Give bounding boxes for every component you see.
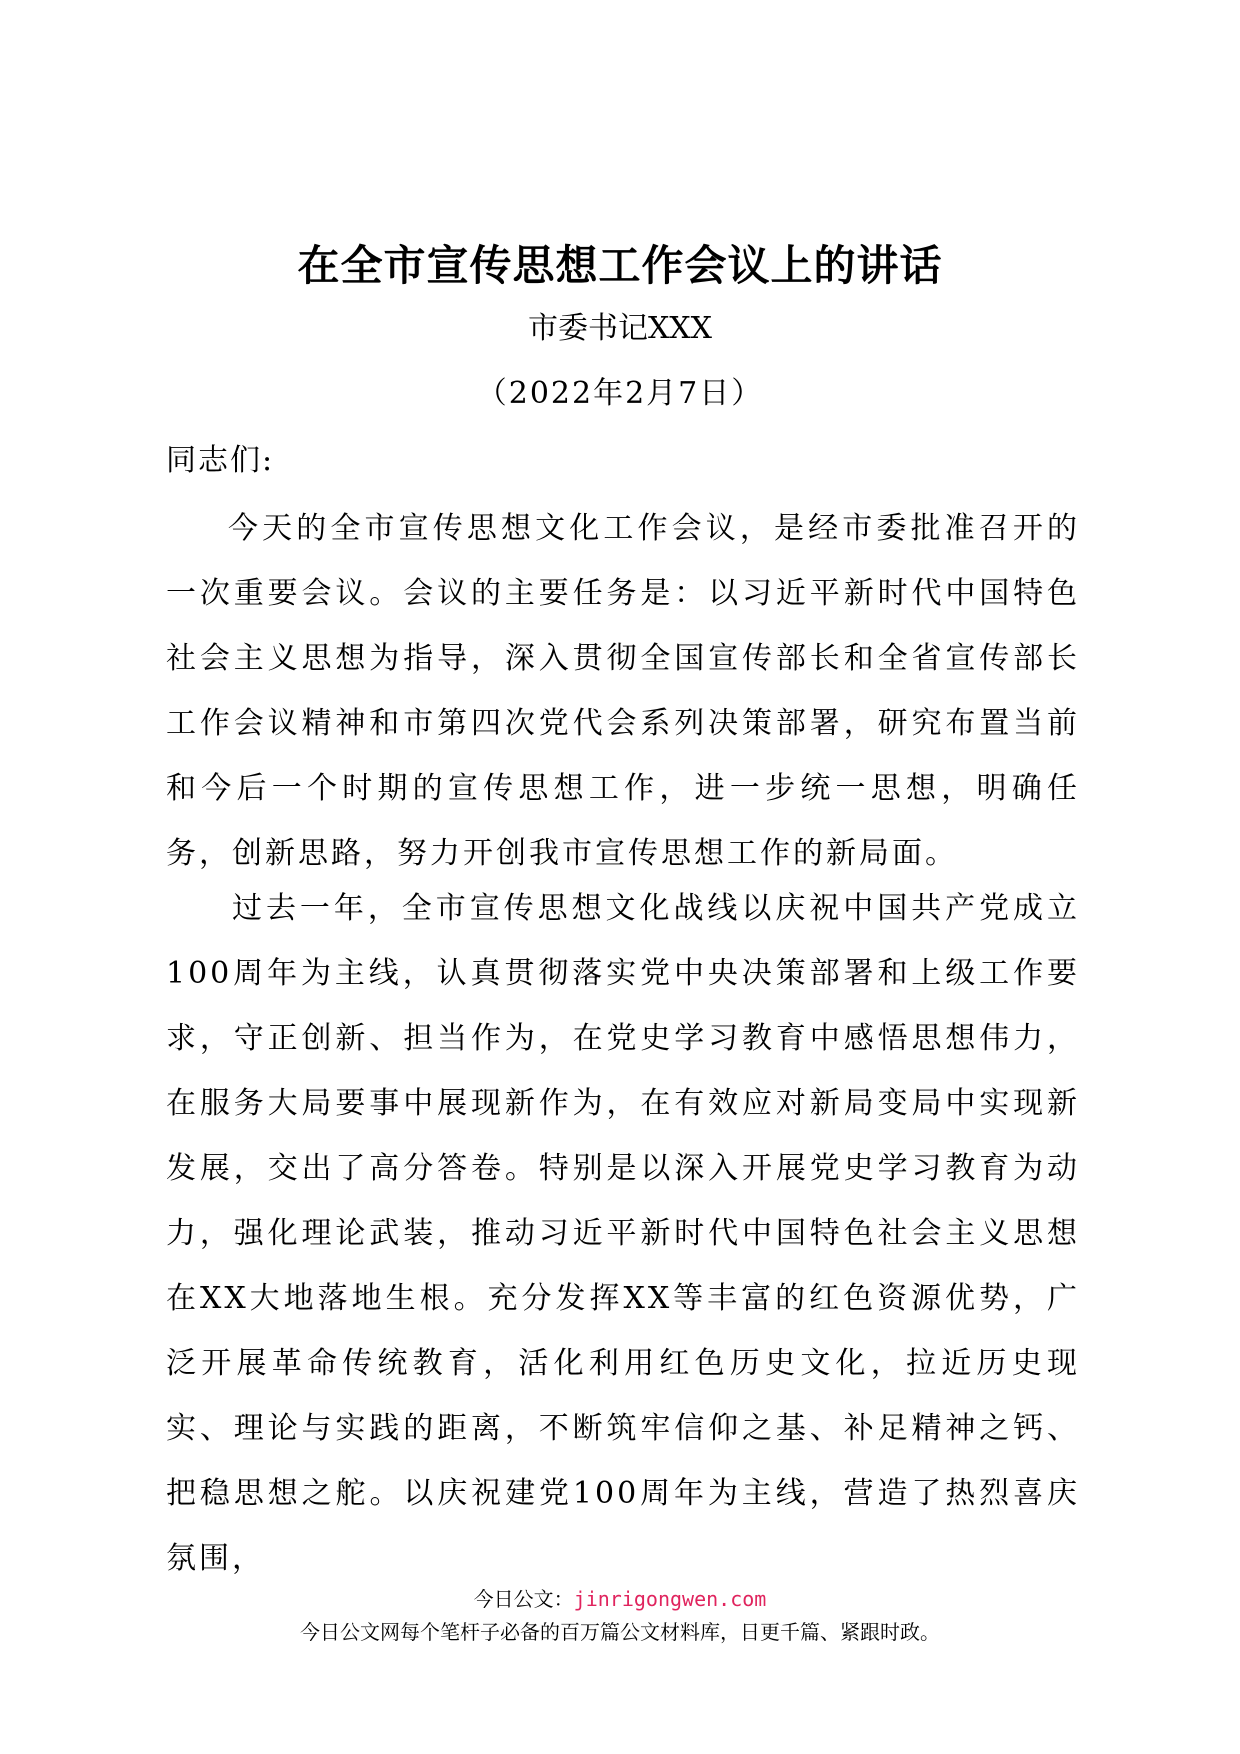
footer-site-label: 今日公文： [473,1587,574,1611]
footer-site [0,1585,1240,1613]
footer-site-link[interactable]: jinrigongwen.com [573,1587,767,1611]
greeting: 同志们: [166,443,275,478]
document-date: （2022年2月7日） [476,376,764,411]
document-author: 市委书记XXX [527,311,713,346]
document-title: 在全市宣传思想工作会议上的讲话 [297,241,943,290]
paragraph-1: 今天的全市宣传思想文化工作会议，是经市委批准召开的一次重要会议。会议的主要任务是：以习近平新时代中国特色社会主义思想为指导，深入贯彻全国宣传部长和全省宣传部长工作会议精神和市第四次党代会系列决策部署，研究布置当前和今后一个时期的宣传思想工作，进一步统一思想，明确任务，创新思路，努力开创我市宣传思想工作的新局面。 [166,511,1080,871]
footer-tagline: 今日公文网每个笔杆子必备的百万篇公文材料库，日更千篇、紧跟时政。 [300,1620,940,1644]
paragraph-2: 过去一年，全市宣传思想文化战线以庆祝中国共产党成立100周年为主线，认真贯彻落实党中央决策部署和上级工作要求，守正创新、担当作为，在党史学习教育中感悟思想伟力，在服务大局要事中展现新作为，在有效应对新局变局中实现新发展，交出了高分答卷。特别是以深入开展党史学习教育为动力，强化理论武装，推动习近平新时代中国特色社会主义思想在XX大地落地生根。充分发挥XX等丰富的红色资源优势，广泛开展革命传统教育，活化利用红色历史文化，拉近历史现实、理论与实践的距离，不断筑牢信仰之基、补足精神之钙、把稳思想之舵。以庆祝建党100周年为主线，营造了热烈喜庆氛围， [166,891,1080,1576]
